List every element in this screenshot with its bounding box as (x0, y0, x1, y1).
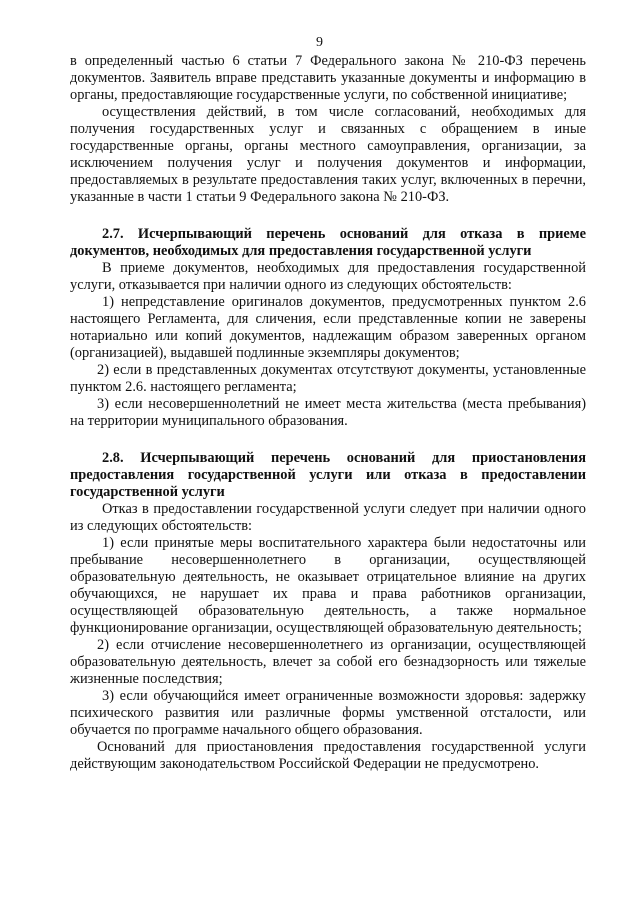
paragraph-refusal-intro: В приеме документов, необходимых для предоставления государственной услуги, отказывается при наличии одного из следующих обстоятельств: (70, 260, 586, 293)
paragraph-actions: осуществления действий, в том числе согласований, необходимых для получения государственных услуг и связанных с обращением в иные государственные органы, органы местного самоуправления, организации, за исключением получения услуг и получения документов и информации, предоставляемых в результате предоставления таких услуг, включенных в перечни, указанные в части 1 статьи 9 Федерального закона № 210-ФЗ. (70, 104, 586, 205)
list-item-refusal-2: 2) если в представленных документах отсутствуют документы, установленные пунктом 2.6. настоящего регламента; (70, 362, 586, 395)
list-item-denial-1: 1) если принятые меры воспитательного характера были недостаточны или пребывание несовершеннолетнего в организации, осуществляющей образовательную деятельность, не оказывает отрицательное влияние на других обучающихся, не нарушает их права и права работников организации, осуществляющей образовательную деятельность, а также нормальное функционирование организации, осуществляющей образовательную деятельность; (70, 535, 586, 636)
paragraph-denial-intro: Отказ в предоставлении государственной услуги следует при наличии одного из следующих обстоятельств: (70, 501, 586, 534)
list-item-denial-3: 3) если обучающийся имеет ограниченные возможности здоровья: задержку психического развития или различные формы умственной отсталости, или обучается по программе начального общего образования. (70, 688, 586, 738)
spacer (70, 206, 586, 226)
section-heading-2-7: 2.7. Исчерпывающий перечень оснований для отказа в приеме документов, необходимых для предоставления государственной услуги (70, 226, 586, 259)
paragraph-no-suspension: Оснований для приостановления предоставления государственной услуги действующим законодательством Российской Федерации не предусмотрено. (70, 739, 586, 772)
document-body (70, 53, 586, 773)
page-number: 9 (316, 35, 323, 50)
spacer (70, 430, 586, 450)
paragraph-documents-list: в определенный частью 6 статьи 7 Федерального закона № 210-ФЗ перечень документов. Заявитель вправе представить указанные документы и информацию в органы, предоставляющие государственные услуги, по собственной инициативе; (70, 53, 586, 103)
list-item-refusal-1: 1) непредставление оригиналов документов, предусмотренных пунктом 2.6 настоящего Регламента, для сличения, если представленные копии не заверены нотариально или копий документов, надлежащим образом заверенных органом (организацией), выдавшей подлинные экземпляры документов; (70, 294, 586, 361)
list-item-refusal-3: 3) если несовершеннолетний не имеет места жительства (места пребывания) на территории муниципального образования. (70, 396, 586, 429)
list-item-denial-2: 2) если отчисление несовершеннолетнего из организации, осуществляющей образовательную деятельность, влечет за собой его безнадзорность или тяжелые жизненные последствия; (70, 637, 586, 687)
section-heading-2-8: 2.8. Исчерпывающий перечень оснований для приостановления предоставления государственной услуги или отказа в предоставлении государственной услуги (70, 450, 586, 500)
